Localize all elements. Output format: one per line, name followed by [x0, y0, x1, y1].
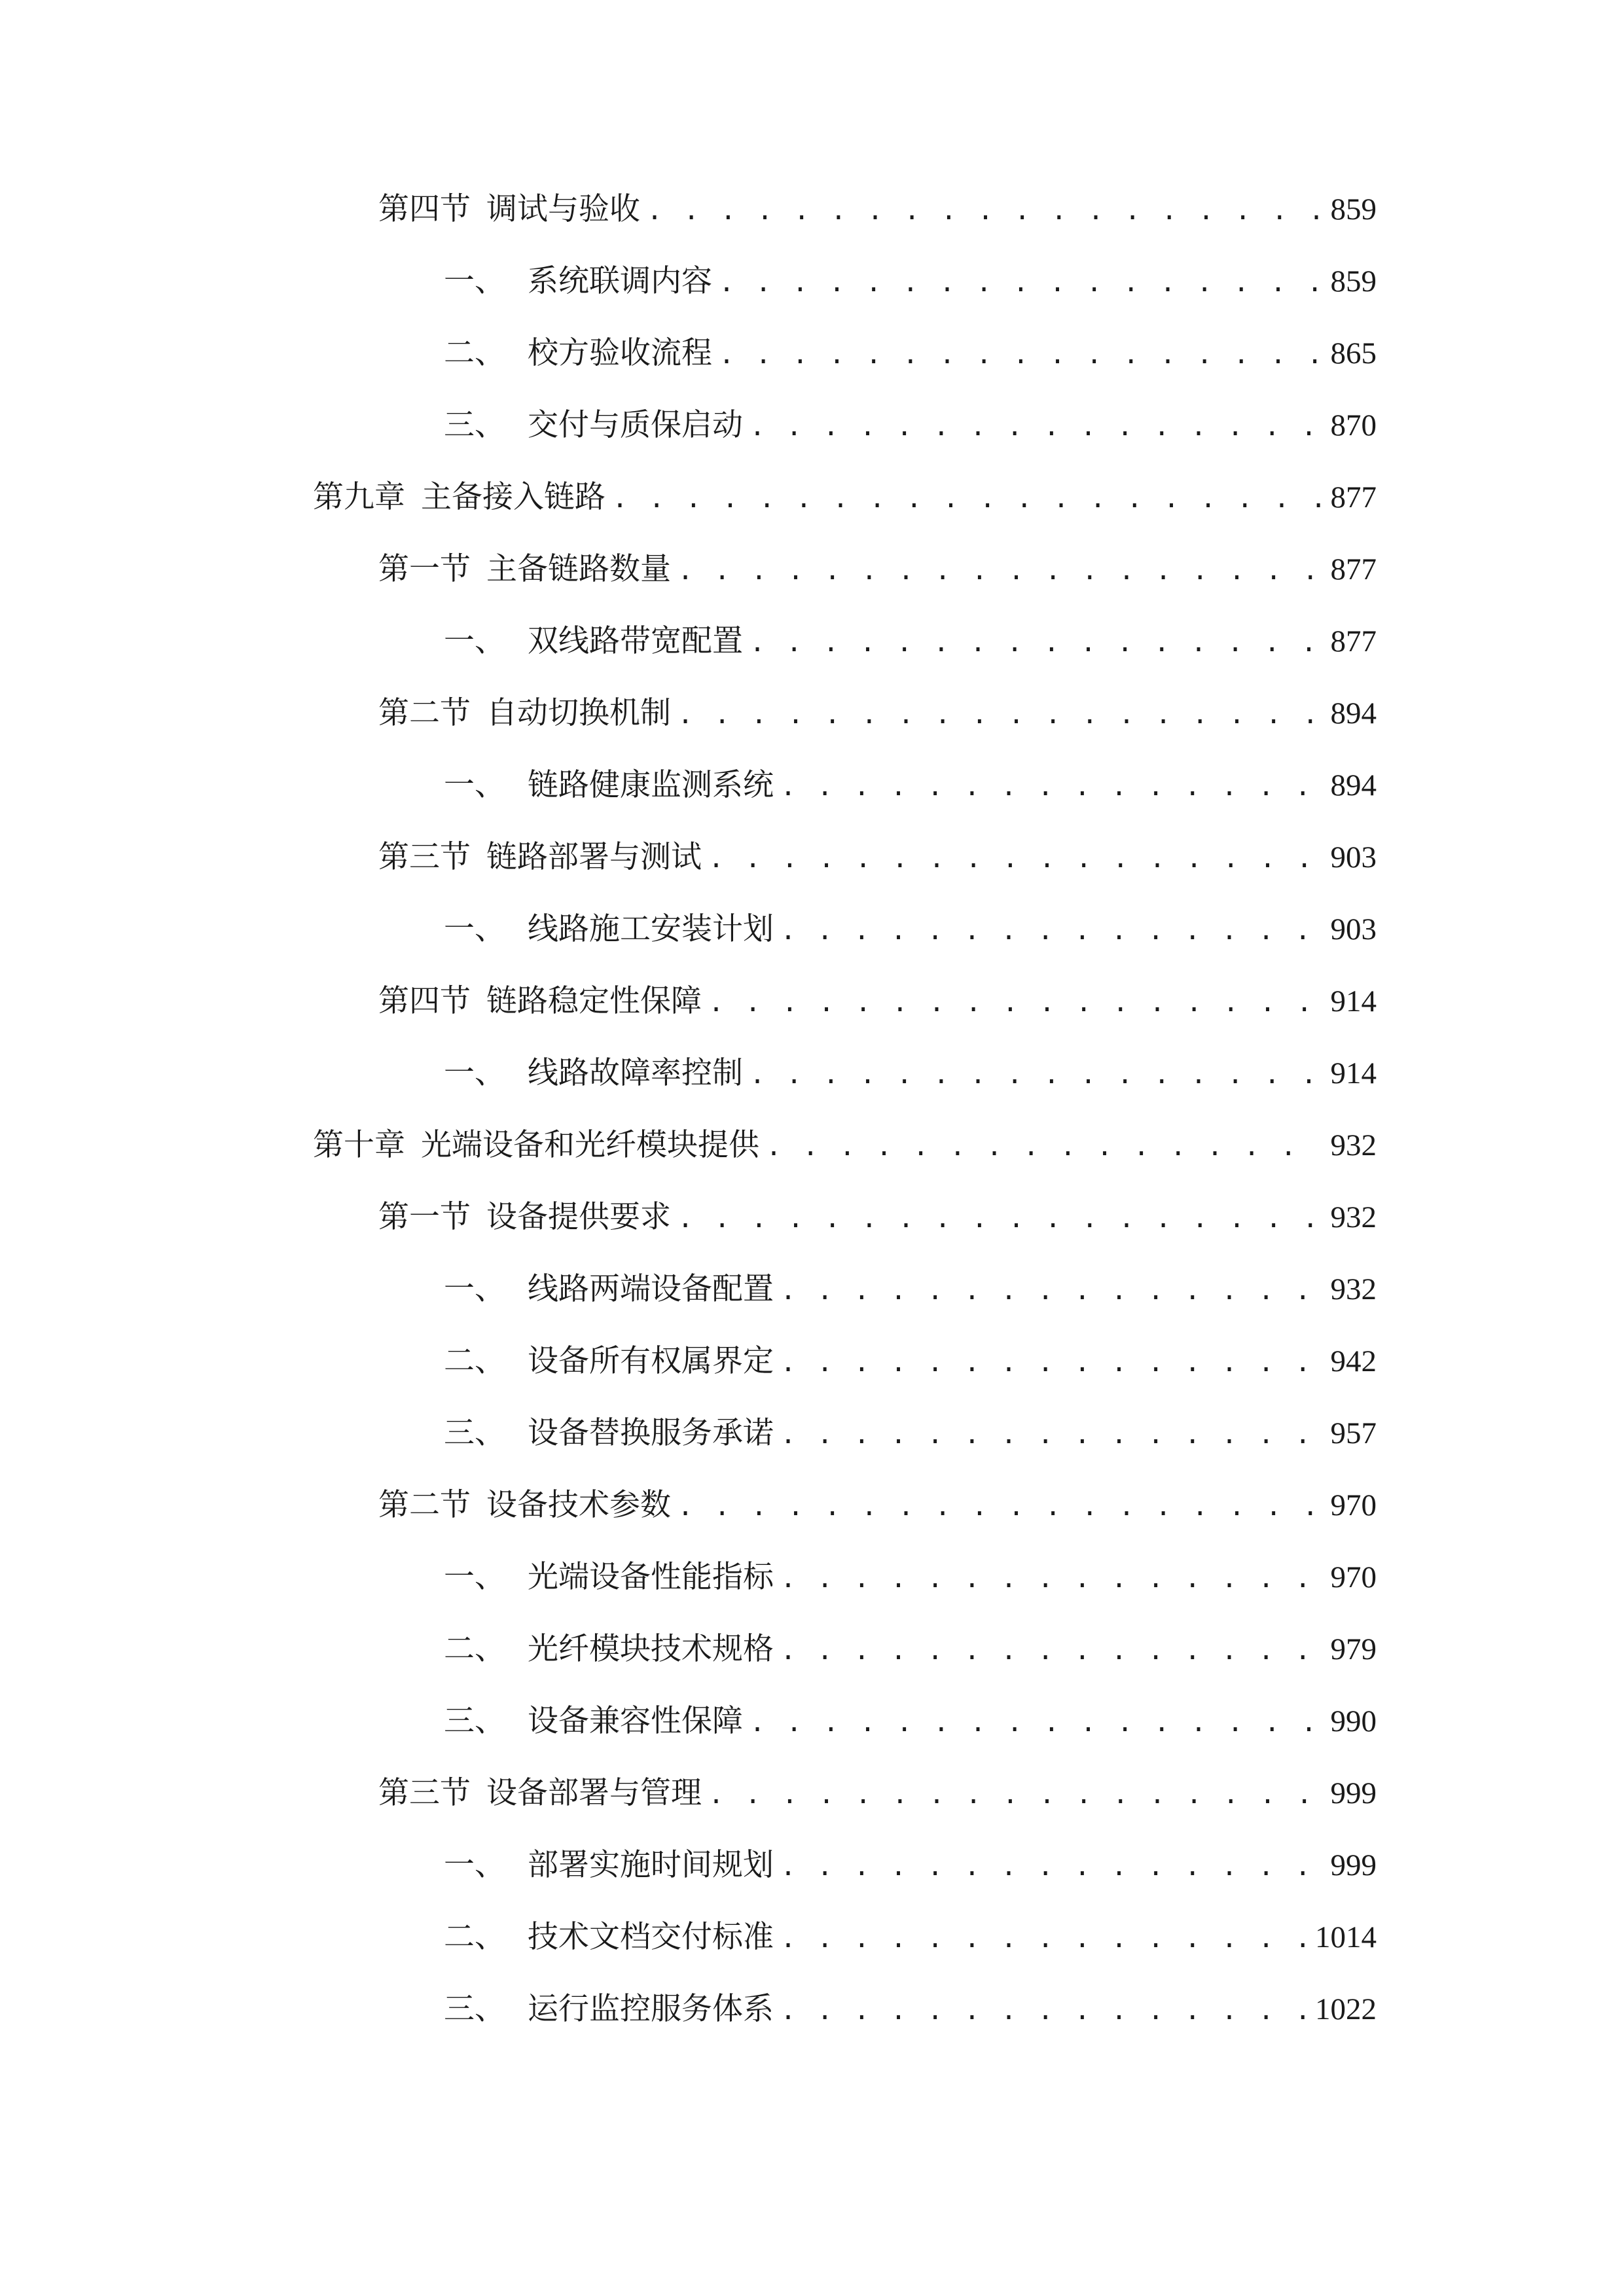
toc-entry-title: 线路两端设备配置 [528, 1271, 774, 1307]
toc-entry[interactable] [313, 329, 1377, 401]
toc-entry-marker: 一、 [444, 767, 505, 803]
toc-entry-title: 链路部署与测试 [486, 839, 702, 875]
table-of-contents [313, 185, 1377, 2056]
toc-entry-title: 自动切换机制 [486, 695, 671, 731]
toc-dot-leader [677, 1492, 1322, 1522]
toc-entry[interactable] [313, 1480, 1377, 1552]
toc-entry-title: 部署实施时间规划 [528, 1847, 774, 1883]
toc-entry-page-number: 970 [1330, 1488, 1377, 1522]
toc-entry-page-number: 903 [1330, 912, 1377, 946]
toc-entry[interactable] [313, 545, 1377, 617]
toc-entry-page-number: 1022 [1315, 1992, 1377, 2026]
toc-entry-marker: 第四节 [378, 983, 471, 1019]
toc-entry[interactable] [313, 1336, 1377, 1408]
toc-entry[interactable] [313, 689, 1377, 761]
toc-entry-title: 调试与验收 [486, 191, 640, 227]
toc-entry-page-number: 932 [1330, 1272, 1377, 1306]
toc-entry-page-number: 990 [1330, 1704, 1377, 1738]
toc-dot-leader [708, 988, 1322, 1018]
toc-entry-title: 光端设备和光纤模块提供 [421, 1127, 759, 1163]
toc-dot-leader [677, 700, 1322, 730]
toc-dot-leader [780, 1564, 1322, 1594]
toc-dot-leader [766, 1132, 1322, 1162]
toc-dot-leader [780, 772, 1322, 802]
toc-entry-title: 主备接入链路 [421, 479, 605, 515]
toc-entry[interactable] [313, 1552, 1377, 1624]
toc-entry-marker: 一、 [444, 1055, 505, 1091]
toc-dot-leader [647, 196, 1322, 226]
toc-entry-page-number: 979 [1330, 1632, 1377, 1666]
toc-entry-marker: 二、 [444, 335, 505, 371]
toc-entry-marker: 第三节 [378, 1775, 471, 1811]
toc-entry-title: 设备提供要求 [486, 1199, 671, 1235]
toc-entry-page-number: 999 [1330, 1848, 1377, 1882]
toc-entry-page-number: 970 [1330, 1560, 1377, 1594]
toc-entry-marker: 二、 [444, 1631, 505, 1667]
toc-entry-title: 链路稳定性保障 [486, 983, 702, 1019]
toc-dot-leader [677, 556, 1322, 586]
toc-entry-title: 主备链路数量 [486, 551, 671, 587]
toc-entry[interactable] [313, 1121, 1377, 1193]
toc-entry[interactable] [313, 185, 1377, 257]
toc-entry-marker: 第十章 [313, 1127, 405, 1163]
toc-entry-marker: 一、 [444, 623, 505, 659]
toc-entry[interactable] [313, 1912, 1377, 1984]
toc-entry-title: 技术文档交付标准 [528, 1919, 774, 1955]
toc-entry-marker: 三、 [444, 1703, 505, 1739]
toc-entry-marker: 三、 [444, 1415, 505, 1451]
toc-entry-title: 线路施工安装计划 [528, 911, 774, 947]
toc-entry-title: 校方验收流程 [528, 335, 712, 371]
toc-entry-page-number: 877 [1330, 552, 1377, 586]
toc-entry-page-number: 865 [1330, 336, 1377, 370]
toc-entry-title: 链路健康监测系统 [528, 767, 774, 803]
toc-entry-marker: 第九章 [313, 479, 405, 515]
toc-entry[interactable] [313, 1840, 1377, 1912]
toc-entry[interactable] [313, 905, 1377, 977]
toc-dot-leader [780, 1348, 1322, 1378]
toc-dot-leader [612, 484, 1322, 514]
toc-entry[interactable] [313, 257, 1377, 329]
toc-entry-title: 设备兼容性保障 [528, 1703, 743, 1739]
toc-dot-leader [780, 1276, 1322, 1306]
toc-entry[interactable] [313, 1049, 1377, 1121]
toc-entry-marker: 第二节 [378, 1487, 471, 1523]
toc-entry-title: 设备部署与管理 [486, 1775, 702, 1811]
toc-entry-title: 交付与质保启动 [528, 407, 743, 443]
toc-dot-leader [749, 1060, 1322, 1090]
toc-entry-page-number: 942 [1330, 1344, 1377, 1378]
toc-entry-page-number: 999 [1330, 1776, 1377, 1810]
toc-entry-page-number: 859 [1330, 264, 1377, 298]
toc-entry-page-number: 859 [1330, 192, 1377, 226]
toc-entry[interactable] [313, 1624, 1377, 1696]
toc-dot-leader [708, 1780, 1322, 1810]
toc-entry-marker: 第四节 [378, 191, 471, 227]
toc-entry-title: 设备替换服务承诺 [528, 1415, 774, 1451]
toc-dot-leader [719, 268, 1322, 298]
toc-dot-leader [677, 1204, 1322, 1234]
toc-entry-marker: 一、 [444, 1559, 505, 1595]
toc-entry-marker: 第一节 [378, 551, 471, 587]
toc-entry[interactable] [313, 1696, 1377, 1768]
toc-dot-leader [780, 1996, 1306, 2026]
toc-entry-marker: 三、 [444, 407, 505, 443]
toc-entry[interactable] [313, 473, 1377, 545]
toc-dot-leader [708, 844, 1322, 874]
toc-entry[interactable] [313, 1193, 1377, 1265]
toc-entry[interactable] [313, 617, 1377, 689]
toc-entry-title: 运行监控服务体系 [528, 1991, 774, 2027]
toc-entry-marker: 第一节 [378, 1199, 471, 1235]
toc-entry[interactable] [313, 1408, 1377, 1480]
toc-dot-leader [749, 1708, 1322, 1738]
toc-entry[interactable] [313, 1265, 1377, 1336]
toc-entry-page-number: 932 [1330, 1128, 1377, 1162]
toc-entry-page-number: 932 [1330, 1200, 1377, 1234]
toc-dot-leader [719, 340, 1322, 370]
toc-entry-title: 系统联调内容 [528, 263, 712, 299]
toc-entry-page-number: 877 [1330, 624, 1377, 658]
toc-dot-leader [780, 916, 1322, 946]
toc-entry-page-number: 1014 [1315, 1920, 1377, 1954]
toc-entry-marker: 一、 [444, 263, 505, 299]
toc-entry-title: 设备所有权属界定 [528, 1343, 774, 1379]
toc-entry-title: 线路故障率控制 [528, 1055, 743, 1091]
toc-entry-page-number: 903 [1330, 840, 1377, 874]
toc-entry-title: 设备技术参数 [486, 1487, 671, 1523]
toc-entry-page-number: 894 [1330, 768, 1377, 802]
toc-entry-page-number: 914 [1330, 984, 1377, 1018]
toc-entry-marker: 第三节 [378, 839, 471, 875]
toc-entry[interactable] [313, 761, 1377, 833]
toc-entry-title: 双线路带宽配置 [528, 623, 743, 659]
toc-entry-page-number: 894 [1330, 696, 1377, 730]
toc-dot-leader [780, 1420, 1322, 1450]
toc-entry-page-number: 957 [1330, 1416, 1377, 1450]
toc-entry[interactable] [313, 833, 1377, 905]
toc-dot-leader [780, 1924, 1306, 1954]
toc-entry-marker: 一、 [444, 1271, 505, 1307]
toc-entry-title: 光纤模块技术规格 [528, 1631, 774, 1667]
toc-entry-page-number: 877 [1330, 480, 1377, 514]
toc-entry[interactable] [313, 401, 1377, 473]
toc-dot-leader [780, 1636, 1322, 1666]
toc-entry-marker: 三、 [444, 1991, 505, 2027]
toc-entry-marker: 一、 [444, 1847, 505, 1883]
toc-entry-page-number: 914 [1330, 1056, 1377, 1090]
toc-dot-leader [749, 628, 1322, 658]
toc-entry[interactable] [313, 977, 1377, 1049]
toc-entry-page-number: 870 [1330, 408, 1377, 442]
toc-entry-marker: 二、 [444, 1343, 505, 1379]
toc-entry[interactable] [313, 1768, 1377, 1840]
toc-entry-marker: 一、 [444, 911, 505, 947]
toc-dot-leader [749, 412, 1322, 442]
toc-dot-leader [780, 1852, 1322, 1882]
toc-entry[interactable] [313, 1984, 1377, 2056]
toc-entry-marker: 二、 [444, 1919, 505, 1955]
toc-entry-marker: 第二节 [378, 695, 471, 731]
toc-entry-title: 光端设备性能指标 [528, 1559, 774, 1595]
